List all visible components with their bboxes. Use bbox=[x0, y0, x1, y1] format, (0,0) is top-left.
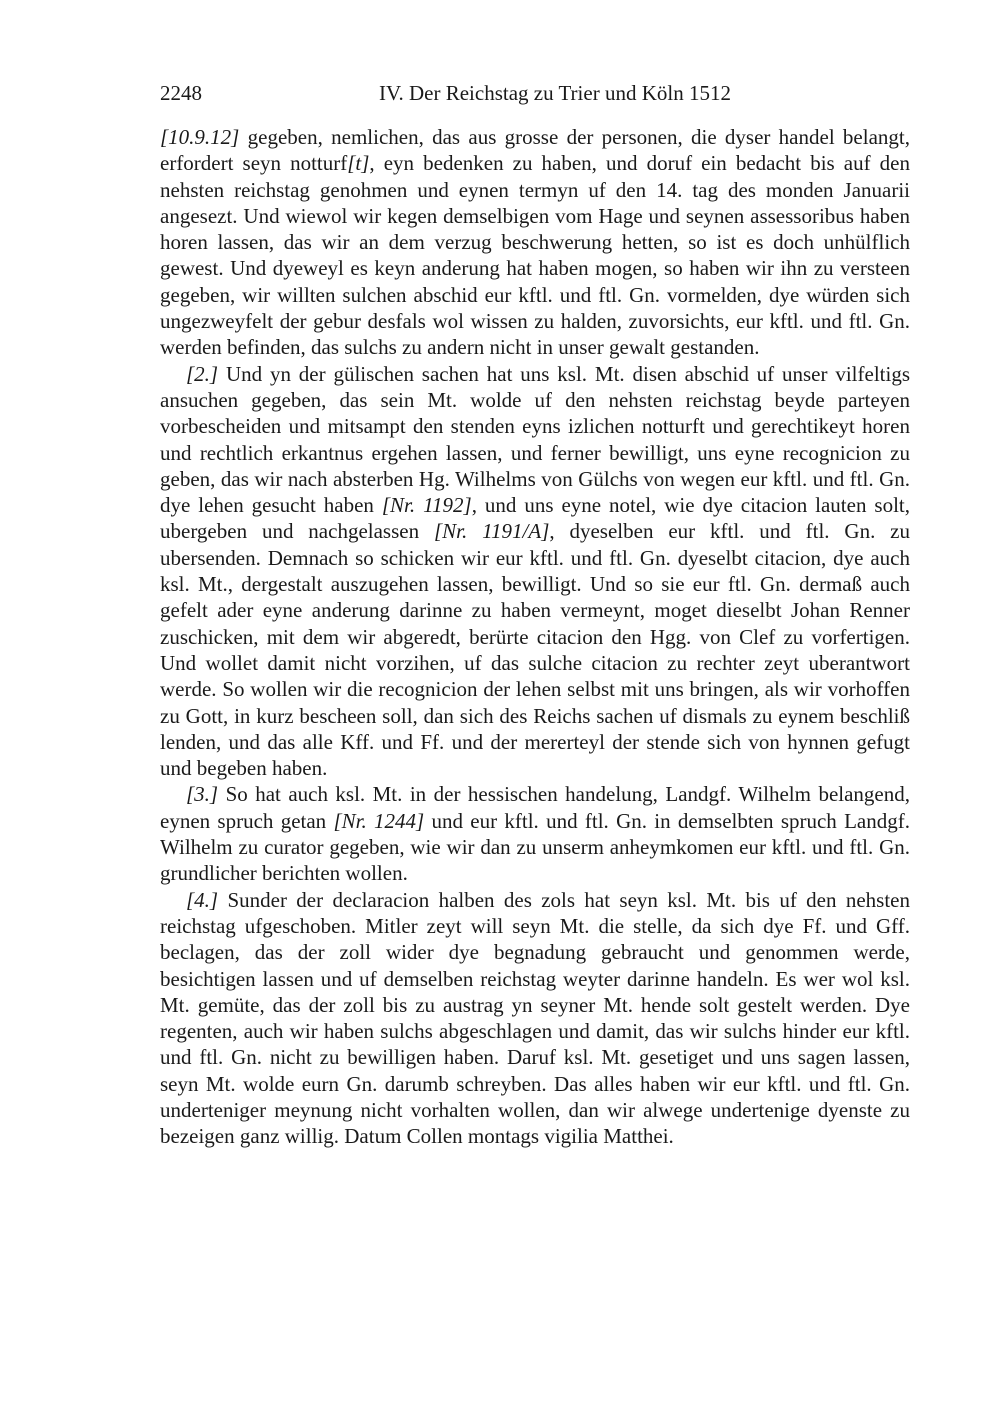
paragraph-3 bbox=[160, 781, 910, 886]
body-text bbox=[160, 124, 910, 1150]
paragraph-4 bbox=[160, 887, 910, 1150]
paragraph-text: , eyn bedenken zu haben, und doruf ein bedacht bis auf den nehsten reichstag genohmen und eynen termyn uf den 14. tag des monden Januarii angesezt. Und wiewol wir kegen demselbigen vom Hage und seynen assessoribus haben horen lassen, das wir an dem verzug beschwerung hetten, so ist es doch unhülflich gewest. Und dyeweyl es keyn anderung hat haben mogen, so haben wir ihn zu versteen gegeben, wir willten sulchen abschid eur kftl. und ftl. Gn. vormelden, dye würden sich ungezweyfelt der gebur desfals wol wissen zu halden, zuvorsichts, eur kftl. und ftl. Gn. werden befinden, das sulchs zu andern nicht in unser gewalt gestanden. bbox=[160, 151, 910, 360]
paragraph-text: , und uns eyne notel, wie dye citacion lauten solt, ubergeben und nachgelassen bbox=[160, 493, 910, 544]
paragraph-text: , dyeselben eur kftl. und ftl. Gn. zu ubersenden. Demnach so schicken wir eur kftl. und ftl. Gn. dyeselbt citacion, dye auch ksl. Mt., dergestalt auszugehen lassen, bewilligt. Und so sie eur ftl. Gn. dermaß auch gefelt ader eyne anderung darinne zu haben vermeynt, moget dieselbt Johan Renner zuschicken, mit dem wir abgeredt, berürte citacion den Hgg. von Clef zu vorfertigen. Und wollet damit nicht vorzihen, uf das sulche citacion zu rechter zeyt uberantwort werde. So wollen wir die recognicion der lehen selbst mit uns bringen, als wir vorhoffen zu Gott, in kurz bescheen soll, dan sich des Reichs sachen uf dismals zu eynem beschliß lenden, und das alle Kff. und Ff. und der mererteyl der stende sich von hynnen gefugt und begeben haben. bbox=[160, 519, 911, 781]
section-number: [4.] bbox=[186, 887, 219, 912]
paragraph-text: Sunder der declaracion halben des zols hat seyn ksl. Mt. bis uf den nehsten reichstag ufgeschoben. Mitler zeyt will seyn Mt. die stelle, da sich dye Ff. und Gff. beclagen, das der zoll wider dye begnadung gebraucht und genommen werde, besichtigen lassen und uf demselben reichstag weyter darinne handeln. Es wer wol ksl. Mt. gemüte, das der zoll bis zu austrag yn seyner Mt. hende solt gestelt werden. Dye regenten, auch wir haben sulchs abgeschlagen und damit, das wir sulchs hinder eur kftl. und ftl. Gn. nicht zu bewilligen haben. Daruf ksl. Mt. gesetiget und uns sagen lassen, seyn Mt. wolde eurn Gn. darumb schreyben. Das alles haben wir eur kftl. und ftl. Gn. underteniger meynung nicht vorhalten wollen, dan wir alwege undertenige dyenste zu bezeigen ganz willig. Datum Collen montags vigilia Matthei. bbox=[160, 887, 910, 1149]
paragraph-text: So hat auch ksl. Mt. in der hessischen handelung, Landgf. Wilhelm belangend, eynen spruch getan bbox=[160, 782, 910, 833]
page-number: 2248 bbox=[160, 81, 202, 105]
document-reference: [Nr. 1244] bbox=[333, 808, 425, 833]
paragraph-1 bbox=[160, 124, 910, 361]
paragraph-text: und eur kftl. und ftl. Gn. in demselbten spruch Landgf. Wilhelm zu curator gegeben, wie wir dan zu unserm anheymkomen eur kftl. und ftl. Gn. grundlicher berichten wollen. bbox=[160, 808, 910, 886]
running-head bbox=[160, 80, 910, 110]
document-reference: [Nr. 1192] bbox=[381, 493, 472, 518]
paragraph-2 bbox=[160, 361, 910, 782]
editorial-insertion: [t] bbox=[347, 151, 370, 176]
section-number: [2.] bbox=[186, 361, 219, 386]
document-reference: [Nr. 1191/A] bbox=[433, 519, 550, 544]
paragraph-text: gegeben, nemlichen, das aus grosse der personen, die dyser handel belangt, erfordert seyn notturf bbox=[160, 125, 910, 176]
running-title: IV. Der Reichstag zu Trier und Köln 1512 bbox=[379, 81, 731, 105]
page bbox=[160, 80, 910, 1150]
date-reference: [10.9.12] bbox=[160, 125, 240, 149]
section-number: [3.] bbox=[186, 782, 219, 807]
paragraph-text: Und yn der gülischen sachen hat uns ksl. Mt. disen abschid uf unser vilfeltigs ansuchen gegeben, das sein Mt. wolde uf den nehsten reichstag beyde parteyen vorbescheiden und mitsampt den stenden eyns izlichen notturft und gerechtikeyt horen und rechtlich erkantnus ergehen lassen, und ferner bewilligt, uns eyne recognicion zu geben, das wir nach absterben Hg. Wilhelms von Gülchs von wegen eur kftl. und ftl. Gn. dye lehen gesucht haben bbox=[160, 361, 910, 518]
